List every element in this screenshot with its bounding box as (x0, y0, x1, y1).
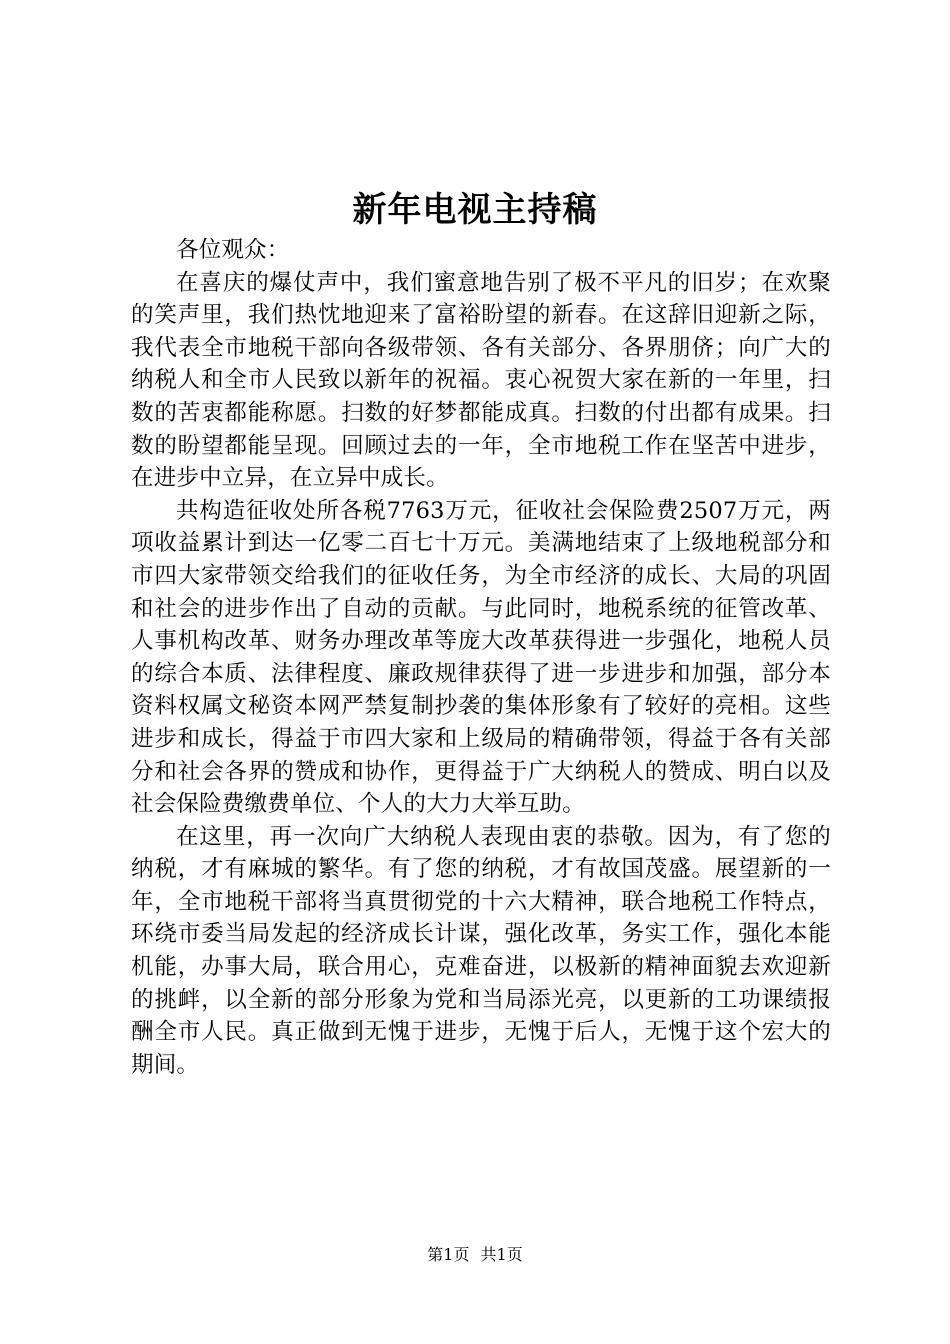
page-number: 第1页 (427, 1245, 470, 1264)
document-body (131, 234, 831, 1081)
page-footer (0, 1243, 950, 1267)
document-title: 新年电视主持稿 (352, 190, 598, 230)
paragraph-3: 在这里，再一次向广大纳税人表现由衷的恭敬。因为，有了您的纳税，才有麻城的繁华。有了您的纳税，才有故国茂盛。展望新的一年，全市地税干部将当真贯彻党的十六大精神，联合地税工作特点，环绕市委当局发起的经济成长计谋，强化改革，务实工作，强化本能机能，办事大局，联合用心，克难奋进，以极新的精神面貌去欢迎新的挑衅，以全新的部分形象为党和当局添光亮，以更新的工功课绩报酬全市人民。真正做到无愧于进步，无愧于后人，无愧于这个宏大的期间。 (131, 823, 831, 1078)
paragraph-1: 在喜庆的爆仗声中，我们蜜意地告别了极不平凡的旧岁；在欢聚的笑声里，我们热忱地迎来了富裕盼望的新春。在这辞旧迎新之际，我代表全市地税干部向各级带领、各有关部分、各界朋侪；向广大的纳税人和全市人民致以新年的祝福。衷心祝贺大家在新的一年里，扫数的苦衷都能称愿。扫数的好梦都能成真。扫数的付出都有成果。扫数的盼望都能呈现。回顾过去的一年，全市地税工作在坚苦中进步，在进步中立异，在立异中成长。 (131, 269, 831, 492)
salutation: 各位观众： (176, 237, 290, 263)
paragraph-2: 共构造征收处所各税7763万元，征收社会保险费2507万元，两项收益累计到达一亿零二百七十万元。美满地结束了上级地税部分和市四大家带领交给我们的征收任务，为全市经济的成长、大局的巩固和社会的进步作出了自动的贡献。与此同时，地税系统的征管改革、人事机构改革、财务办理改革等庞大改革获得进一步强化，地税人员的综合本质、法律程度、廉政规律获得了进一步进步和加强，部分本资料权属文秘资本网严禁复制抄袭的集体形象有了较好的亮相。这些进步和成长，得益于市四大家和上级局的精确带领，得益于各有关部分和社会各界的赞成和协作，更得益于广大纳税人的赞成、明白以及社会保险费缴费单位、个人的大力大举互助。 (131, 497, 831, 818)
page-total: 共1页 (480, 1245, 523, 1264)
